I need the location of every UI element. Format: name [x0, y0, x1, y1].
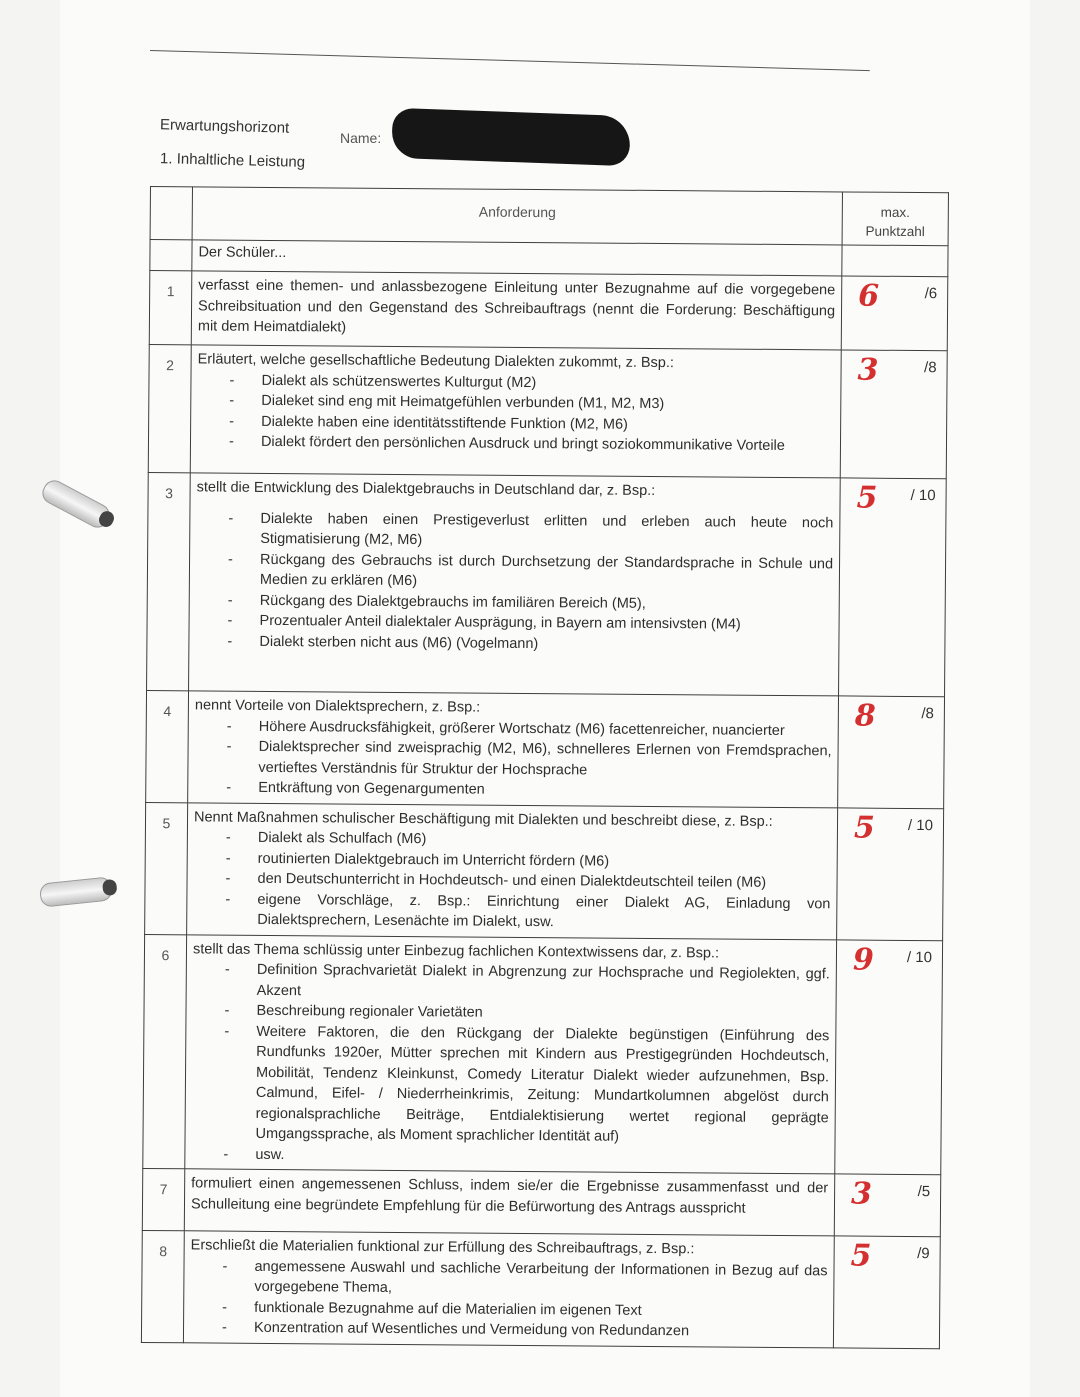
points-cell — [835, 939, 943, 1174]
requirement-text: stellt das Thema schlüssig unter Einbezug fachlichen Kontextwissens dar, z. Bsp.: — [192, 940, 720, 961]
awarded-score: 8 — [854, 698, 876, 734]
requirement-cell — [183, 1231, 834, 1348]
awarded-score: 3 — [850, 1176, 873, 1212]
list-item: - Dialeket sind eng mit Heimatgefühlen verbunden (M1, M2, M3) — [197, 390, 834, 416]
row-number: 8 — [141, 1230, 184, 1342]
points-cell — [841, 276, 948, 351]
requirement-text: verfasst eine themen- und anlassbezogene Einleitung unter Bezugnahme auf die vorgegebene Schreibsituation und den Gegenstand des Schreibauftrags (nennt die Forderung: Beschäftigung mit dem Heimatdialekt) — [197, 277, 836, 336]
section-title: 1. Inhaltliche Leistung — [159, 150, 306, 171]
requirement-cell — [189, 473, 841, 696]
requirement-cell — [190, 345, 841, 478]
requirement-cell — [187, 802, 838, 939]
header-requirement: Anforderung — [192, 187, 842, 245]
awarded-score: 5 — [853, 810, 875, 846]
max-score: /8 — [921, 705, 934, 723]
table-row — [141, 1230, 940, 1348]
table-row — [147, 472, 947, 696]
header-row — [150, 187, 948, 246]
list-item: - Dialektsprecher sind zweisprachig (M2, M6), schnelleres Erlernen von Fremdsprachen, vertieftes Verständnis für Struktur der Hochsprache — [194, 736, 831, 782]
list-item: - Konzentration auf Wesentliches und Vermeidung von Redundanzen — [190, 1317, 827, 1343]
name-label: Name: — [340, 130, 382, 146]
grading-table — [141, 186, 949, 1349]
intro-text: Der Schüler... — [192, 240, 842, 276]
awarded-score: 9 — [852, 942, 874, 978]
header-points — [842, 192, 948, 246]
row-number: 2 — [148, 344, 191, 472]
requirement-text: Erschließt die Materialien funktional zur Erfüllung des Schreibauftrags, z. Bsp.: — [190, 1237, 695, 1258]
list-item: - Dialekt als schützenswertes Kulturgut (M2) — [197, 370, 834, 396]
list-item: - Dialekte haben einen Prestigeverlust erlitten und erleben auch heute noch Stigmatisierung (M2, M6) — [196, 508, 833, 554]
grading-table-wrapper — [141, 186, 948, 1340]
awarded-score: 6 — [858, 278, 880, 314]
header-points-max: max. — [880, 204, 910, 220]
requirement-text: Erläutert, welche gesellschaftliche Bedeutung Dialekten zukommt, z. Bsp.: — [197, 351, 675, 372]
awarded-score: 3 — [857, 352, 879, 388]
table-row — [149, 271, 948, 351]
list-item: - usw. — [191, 1144, 828, 1170]
awarded-score: 5 — [850, 1238, 872, 1274]
table-row — [142, 1168, 940, 1236]
row-number: 3 — [147, 472, 191, 690]
max-score: /6 — [924, 285, 938, 303]
row-number: 7 — [142, 1168, 184, 1230]
row-number: 5 — [145, 802, 188, 934]
table-row — [148, 344, 947, 478]
points-cell — [840, 350, 947, 479]
requirement-cell — [184, 1169, 834, 1236]
requirement-cell — [191, 271, 842, 350]
points-cell — [833, 1236, 940, 1348]
max-score: / 10 — [907, 816, 934, 834]
list-item: - Höhere Ausdrucksfähigkeit, größerer Wortschatz (M6) facettenreicher, nuancierter — [195, 716, 832, 742]
row-number: 6 — [143, 934, 187, 1169]
document-title: Erwartungshorizont — [159, 116, 290, 137]
awarded-score: 5 — [856, 480, 878, 516]
requirement-cell — [188, 691, 839, 808]
points-cell — [837, 807, 944, 940]
requirement-bullets — [197, 370, 835, 457]
list-item: - Beschreibung regionaler Varietäten — [192, 1000, 829, 1026]
redacted-name — [391, 108, 631, 166]
requirement-text: nennt Vorteile von Dialektsprechern, z. Bsp.: — [194, 697, 481, 716]
list-item: - Dialekt als Schulfach (M6) — [194, 827, 831, 853]
requirement-bullets — [194, 716, 832, 803]
list-item: - Definition Sprachvarietät Dialekt in Abgrenzung zur Hochsprache und Regiolekten, ggf. Akzent — [193, 959, 830, 1005]
list-item: - Dialekt fördert den persönlichen Ausdruck und bringt soziokommunikative Vorteile — [197, 431, 834, 457]
list-item: - Rückgang des Dialektgebrauchs im familiären Bereich (M5), — [196, 590, 833, 616]
list-item: - den Deutschunterricht in Hochdeutsch- und einen Dialektdeutschteil teilen (M6) — [193, 868, 830, 894]
requirement-bullets — [195, 508, 833, 656]
requirement-text: stellt die Entwicklung des Dialektgebrauchs in Deutschland dar, z. Bsp.: — [196, 479, 656, 499]
table-row — [143, 934, 943, 1175]
list-item: - Dialekte haben eine identitätsstiftende Funktion (M2, M6) — [197, 411, 834, 437]
max-score: /5 — [917, 1183, 931, 1201]
list-item: - funktionale Bezugnahme auf die Materialien im eigenen Text — [190, 1297, 827, 1323]
max-score: /9 — [917, 1245, 930, 1263]
table-row — [146, 690, 945, 808]
points-cell — [839, 478, 947, 697]
points-cell — [834, 1174, 940, 1237]
max-score: /8 — [924, 359, 937, 377]
list-item: - angemessene Auswahl und sachliche Verarbeitung der Informationen in Bezug auf das vorgegebene Thema, — [190, 1256, 827, 1302]
row-number: 1 — [149, 271, 192, 345]
max-score: / 10 — [906, 948, 933, 966]
row-number: 4 — [146, 690, 189, 802]
header-num-cell — [150, 187, 192, 240]
requirement-text: Nennt Maßnahmen schulischer Beschäftigung mit Dialekten und beschreibt diese, z. Bsp.: — [193, 808, 773, 830]
header-points-label: Punktzahl — [865, 223, 925, 240]
requirement-text: formuliert einen angemessenen Schluss, indem sie/er die Ergebnisse zusammenfasst und der Schulleitung eine begründete Empfehlung für die Befürwortung des Antrags ausspricht — [190, 1175, 829, 1217]
list-item: - Rückgang des Gebrauchs ist durch Durchsetzung der Standardsprache in Schule und Medien zu erklären (M6) — [196, 549, 833, 595]
list-item: - Prozentualer Anteil dialektaler Ausprägung, in Bayern am intensivsten (M4) — [196, 610, 833, 636]
points-cell — [838, 696, 945, 808]
requirement-bullets — [191, 959, 830, 1169]
list-item: - eigene Vorschläge, z. Bsp.: Einrichtung einer Dialekt AG, Einladung von Dialektsprechern, Lesenächte im Dialekt, usw. — [193, 889, 830, 935]
requirement-cell — [185, 934, 837, 1174]
list-item: - Weitere Faktoren, die den Rückgang der Dialekte begünstigen (Einführung des Rundfunks 1920er, Mütter sprechen mit Kindern aus Prestigegründen Hochdeutsch, Mobilität, Tendenz Kleinkunst, Comedy Literatur Dialekt wieder aufzunehmen, Bsp. Calmund, Eifel- / Niederrheinkrimis, Zeitung: Mundartkolumnen abgelöst durch regionalsprachliche Beiträge, Entdialektisierung wertet regional geprägte Umgangssprache, als Moment sprachlicher Identität auf) — [191, 1021, 829, 1149]
table-row — [145, 802, 944, 940]
list-item: - Dialekt sterben nicht aus (M6) (Vogelmann) — [195, 631, 832, 657]
requirement-bullets — [190, 1256, 828, 1343]
list-item: - Entkräftung von Gegenargumenten — [194, 777, 831, 803]
max-score: / 10 — [910, 486, 936, 505]
list-item: - routinierten Dialektgebrauch im Unterricht fördern (M6) — [194, 848, 831, 874]
requirement-bullets — [193, 827, 831, 934]
